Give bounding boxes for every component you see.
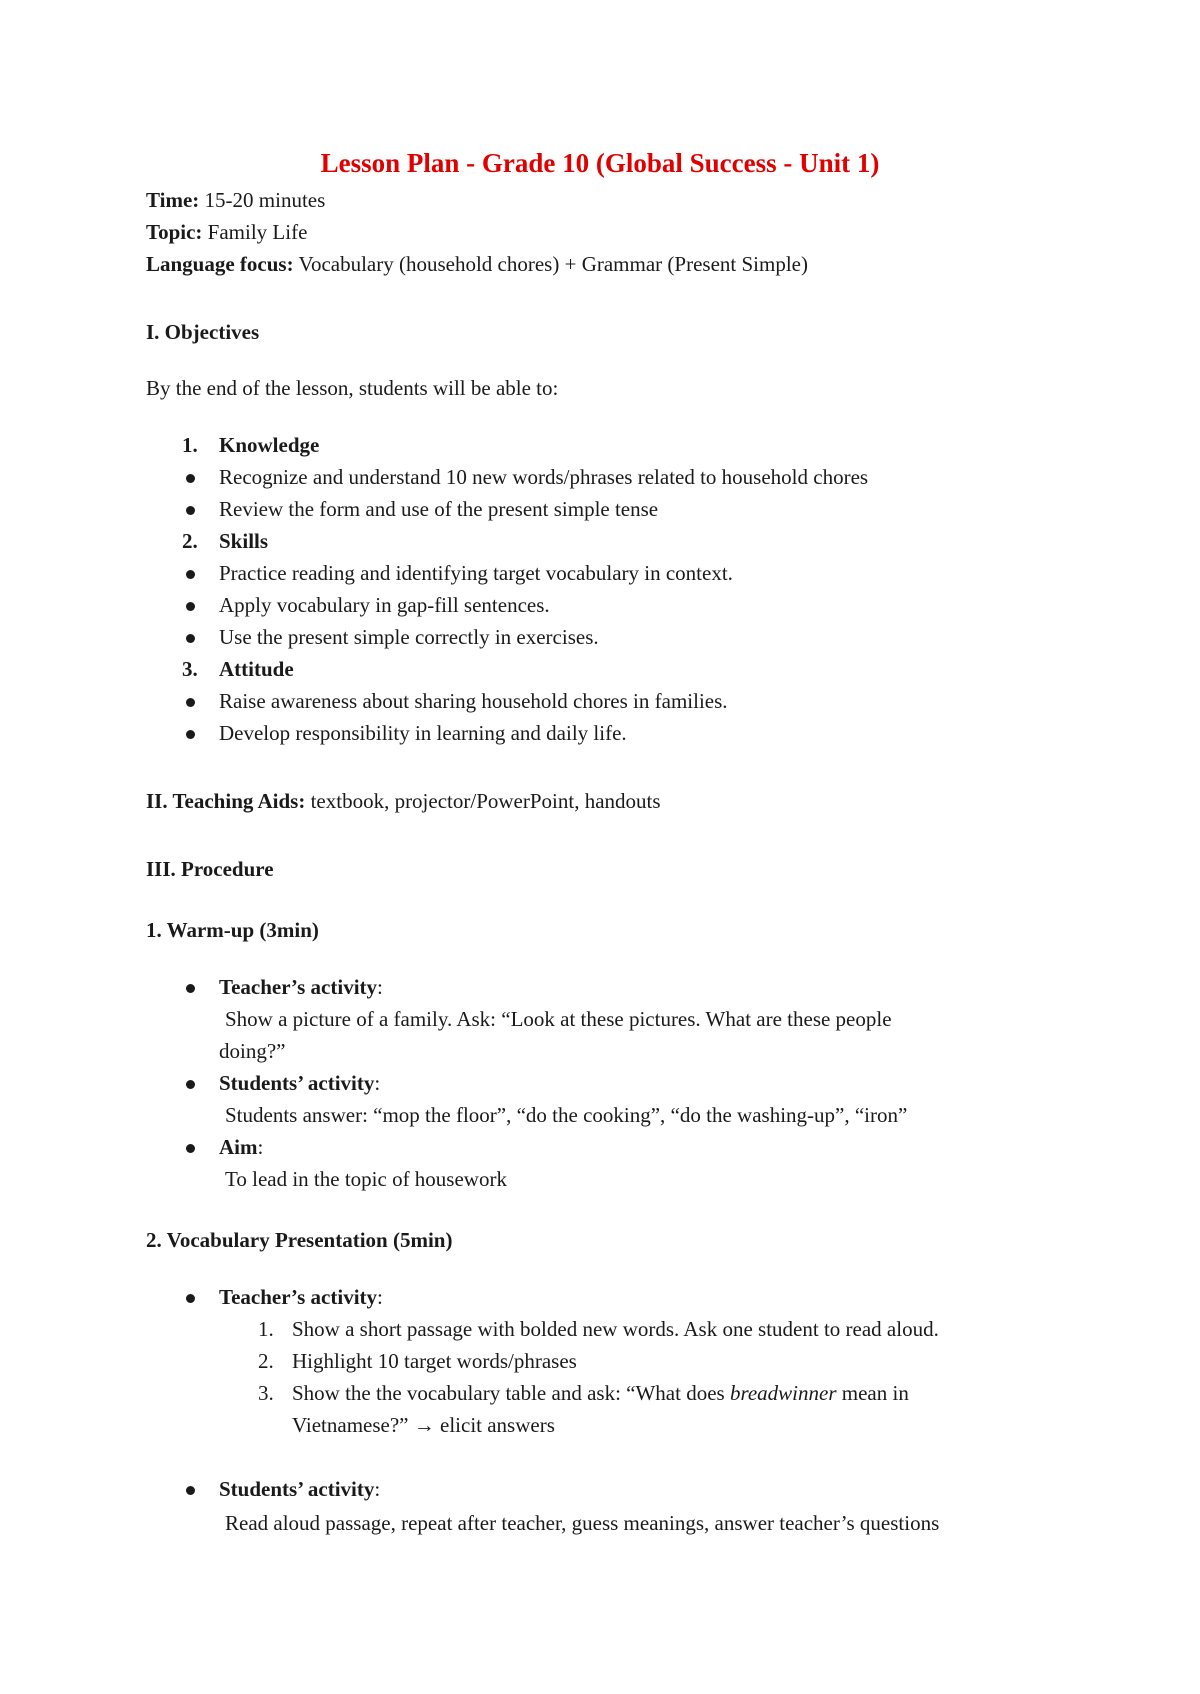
bullet-icon [186,474,195,483]
vocab-students-label: Students’ activity [219,1477,375,1501]
attitude-heading: Attitude [219,657,294,681]
procedure-heading: III. Procedure [146,857,274,881]
bullet-icon [186,1486,195,1495]
topic-label: Topic: [146,220,203,244]
vocab-step-number: 2. [258,1349,274,1373]
bullet-icon [186,506,195,515]
bullet-icon [186,984,195,993]
bullet-icon [186,698,195,707]
vocab-step-text-cont: Vietnamese?” → elicit answers [292,1413,555,1437]
vocab-step-text: Show a short passage with bolded new words. Ask one student to read aloud. [292,1317,939,1341]
skills-item: Use the present simple correctly in exercises. [219,625,599,649]
vocab-heading: 2. Vocabulary Presentation (5min) [146,1228,453,1252]
skills-heading: Skills [219,529,269,553]
warmup-teacher-label-line: Teacher’s activity: [219,975,383,999]
topic-line [146,218,307,246]
focus-value: Vocabulary (household chores) + Grammar (Present Simple) [293,252,808,276]
bullet-icon [186,570,195,579]
bullet-icon [186,1294,195,1303]
teaching-aids-label: II. Teaching Aids: [146,789,306,813]
breadwinner-term: breadwinner [729,1381,837,1405]
warmup-heading: 1. Warm-up (3min) [146,918,319,942]
bullet-icon [186,602,195,611]
vocab-students-text: Read aloud passage, repeat after teacher, guess meanings, answer teacher’s questions [225,1511,940,1535]
warmup-teacher-text: Show a picture of a family. Ask: “Look at these pictures. What are these people [225,1007,892,1031]
warmup-students-text: Students answer: “mop the floor”, “do the cooking”, “do the washing-up”, “iron” [225,1103,908,1127]
page-title: Lesson Plan - Grade 10 (Global Success - Unit 1) [320,148,880,178]
skills-item: Practice reading and identifying target vocabulary in context. [219,561,733,585]
attitude-item: Raise awareness about sharing household chores in families. [219,689,728,713]
bullet-icon [186,1144,195,1153]
attitude-number: 3. [182,657,198,681]
skills-number: 2. [182,529,198,553]
time-value: 15-20 minutes [199,188,326,212]
time-label: Time: [146,188,200,212]
vocab-step-number: 3. [258,1381,274,1405]
vocab-step-text: Show the the vocabulary table and ask: “What does breadwinner mean in [292,1381,909,1405]
warmup-aim-label-line: Aim: [219,1135,264,1159]
warmup-aim-text: To lead in the topic of housework [225,1167,507,1191]
teaching-aids-value: textbook, projector/PowerPoint, handouts [305,789,661,813]
vocab-step-text: Highlight 10 target words/phrases [292,1349,577,1373]
attitude-item: Develop responsibility in learning and daily life. [219,721,627,745]
time-line [146,186,325,214]
objectives-heading: I. Objectives [146,320,260,344]
knowledge-item: Review the form and use of the present simple tense [219,497,659,521]
warmup-teacher-label: Teacher’s activity [219,975,378,999]
bullet-icon [186,730,195,739]
warmup-teacher-text-cont: doing?” [219,1039,286,1063]
teaching-aids-line [146,787,661,815]
vocab-step-number: 1. [258,1317,274,1341]
warmup-aim-label: Aim [219,1135,258,1159]
knowledge-item: Recognize and understand 10 new words/phrases related to household chores [219,465,869,489]
focus-line [146,250,808,278]
warmup-students-label-line: Students’ activity: [219,1071,381,1095]
bullet-icon [186,634,195,643]
bullet-icon [186,1080,195,1089]
vocab-students-label-line: Students’ activity: [219,1477,381,1501]
objectives-intro: By the end of the lesson, students will be able to: [146,376,559,400]
topic-value: Family Life [202,220,308,244]
vocab-teacher-label: Teacher’s activity [219,1285,378,1309]
skills-item: Apply vocabulary in gap-fill sentences. [219,593,550,617]
knowledge-number: 1. [182,433,198,457]
focus-label: Language focus: [146,252,294,276]
vocab-teacher-label-line: Teacher’s activity: [219,1285,383,1309]
warmup-students-label: Students’ activity [219,1071,375,1095]
knowledge-heading: Knowledge [219,433,320,457]
